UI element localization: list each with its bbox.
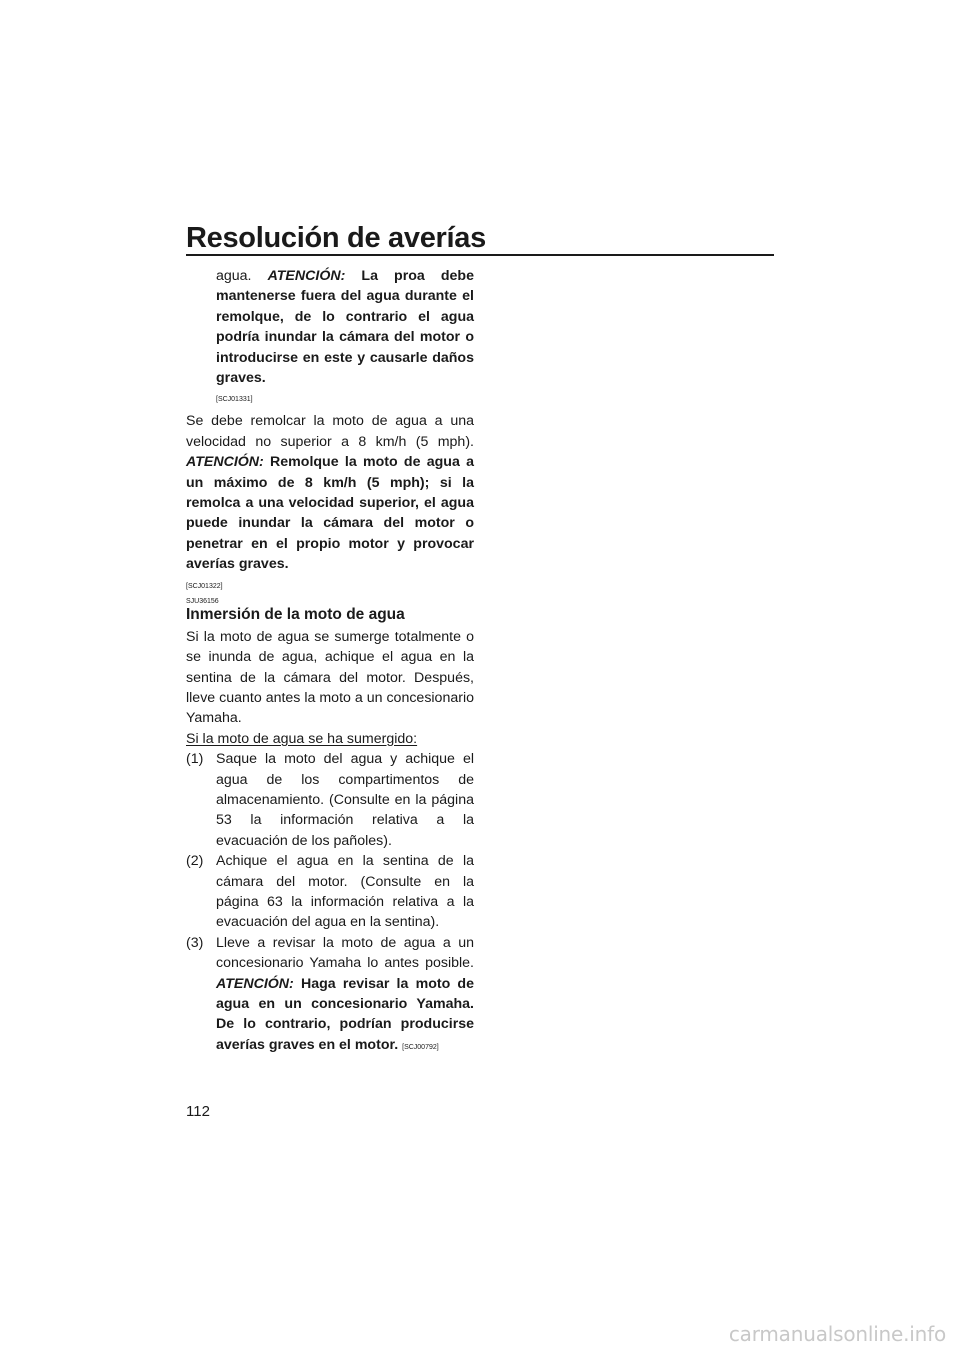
list-item [186, 933, 474, 1058]
paragraph-text: Se debe remolcar la moto de agua a una velocidad no superior a 8 km/h (5 mph). [186, 413, 474, 450]
attention-label: ATENCIÓN: [186, 454, 264, 471]
watermark: carmanualsonline.info [728, 1322, 946, 1346]
list-number: (3) [186, 934, 204, 951]
main-column [186, 266, 474, 1058]
paragraph-immersion: Si la moto de agua se sumerge totalmente o se inunda de agua, achique el agua en la sentina de la cámara del motor. Después, lleve cuanto antes la moto a un concesionario Yamaha. [186, 628, 474, 727]
section-heading: Inmersión de la moto de agua [186, 605, 405, 623]
attention-text: Remolque la moto de agua a un máximo de 8 km/h (5 mph); si la remolca a una velocidad superior, el agua puede inundar la cámara del motor o penetrar en el propio motor y provocar averías graves. [186, 454, 474, 573]
paragraph-tow-speed [186, 411, 474, 574]
reference-code: [SCJ00792] [402, 1043, 439, 1051]
page-title: Resolución de averías [186, 222, 486, 254]
section-code: SJU36156 [186, 597, 219, 605]
list-item [186, 851, 474, 933]
list-item [186, 749, 474, 851]
list-text: Achique el agua en la sentina de la cámara del motor. (Consulte en la página 63 la información relativa a la evacuación del agua en la sentina). [216, 853, 474, 931]
attention-text: La proa debe mantenerse fuera del agua durante el remolque, de lo contrario el agua podría inundar la cámara del motor o introducirse en este y causarle daños graves. [216, 268, 474, 387]
subheading-label: Si la moto de agua se ha sumergido: [186, 730, 418, 747]
list-number: (2) [186, 853, 204, 870]
paragraph-lead: agua. [216, 268, 268, 284]
reference-code: [SCJ01331] [216, 396, 253, 404]
list-number: (1) [186, 751, 204, 768]
paragraph-tow-warning [186, 266, 474, 388]
list-text: Saque la moto del agua y achique el agua de los compartimentos de almacenamiento. (Consulte en la página 53 la información relativa a la evacuación de los pañoles). [216, 751, 474, 849]
title-divider [186, 254, 774, 256]
subheading [186, 729, 474, 749]
reference-code: [SCJ01322] [186, 582, 223, 590]
list-text-with-warning [216, 933, 474, 1058]
page-number: 112 [186, 1103, 210, 1120]
attention-label: ATENCIÓN: [216, 975, 294, 992]
list-text: Lleve a revisar la moto de agua a un concesionario Yamaha lo antes posible. [216, 934, 474, 972]
attention-label: ATENCIÓN: [267, 268, 346, 284]
attention-text: Haga revisar la moto de agua en un concesionario Yamaha. De lo contrario, podrían producirse averías graves en el motor. [216, 975, 474, 1053]
